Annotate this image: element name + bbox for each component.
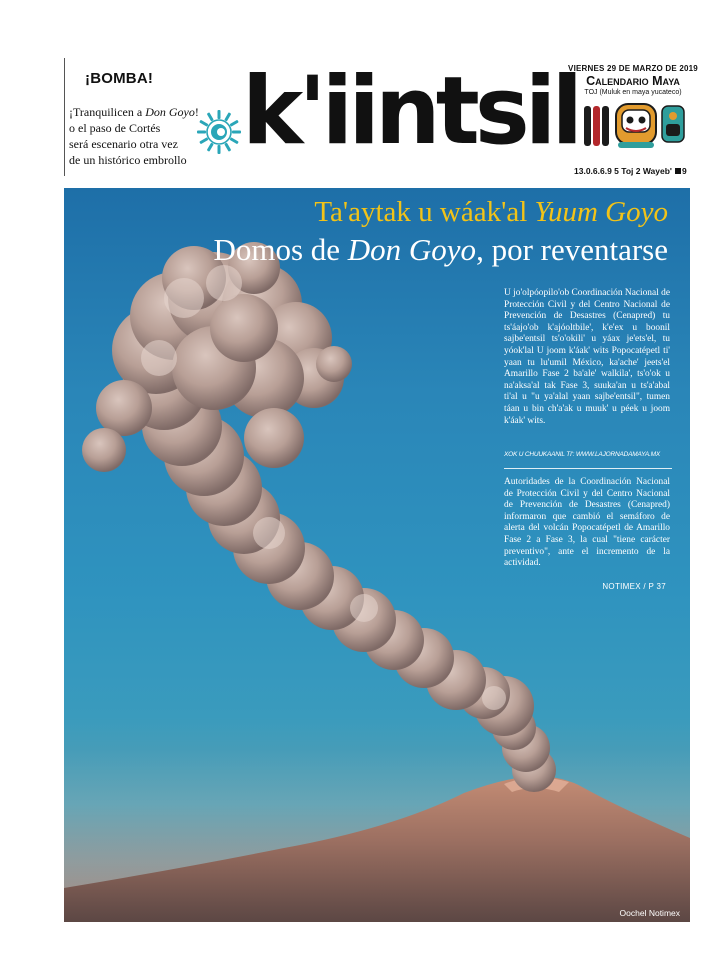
cover-photo [64,188,690,922]
story-spanish-credit[interactable]: NOTIMEX / P 37 [602,582,666,591]
headline-maya: Ta'aytak u wáak'al Yuum Goyo [314,196,668,228]
story-maya-credit-link[interactable]: XOK U CHUUKAANIL TI': WWW.LAJORNADAMAYA.MX [504,451,660,458]
maya-calendar [568,62,698,180]
headline-spanish: Domos de Don Goyo, por reventarse [213,232,668,267]
sun-icon [195,108,243,156]
story-spanish-text: Autoridades de la Coordinación Nacional de Protección Civil y del Centro Nacional de Prevención de Desastres (Cenapred) informaron que cambió el semáforo de alerta del volcán Popocatépetl de Amarillo Fase 2 a Fase 3, la cual "tiene carácter preventivo", ante el incremento de la actividad. [504,477,670,569]
divider [504,468,672,469]
photo-credit: Oochel Notimex [619,908,680,918]
maya-glyph-icon [582,102,686,150]
bomba-line-4: de un histórico embrollo [69,153,187,167]
calendar-title: Calendario Maya [586,74,680,88]
bomba-line-1: ¡Tranquilicen a Don Goyo! [69,105,199,119]
bar-dot-icon [675,168,681,174]
long-count: 13.0.6.6.9 5 Toj 2 Wayeb' 9 [574,166,687,176]
bomba-line-2: o el paso de Cortés [69,121,161,135]
bomba-line-3: será escenario otra vez [69,137,178,151]
bomba-title: ¡BOMBA! [85,70,154,87]
masthead-logo[interactable]: k'iintsil [242,57,579,166]
bomba-verse [69,104,197,168]
calendar-subtitle: TOJ (Muluk en maya yucateco) [584,89,682,96]
issue-date: VIERNES 29 DE MARZO DE 2019 [568,64,698,73]
bomba-column [64,58,199,176]
story-maya-text: U jo'olpóopilo'ob Coordinación Nacional de Protección Civil y del Centro Nacional de Prevención de Desastres (Cenapred) tu ts'áajo'ob k'ajóoltbile', k'e'ex u boonil sajbe'entsil ts'o'okili' u yáax je'ets'el, tu yóok'lal U joom k'áak' wits Popocatépetl ti' yaan tu lu'umil México, ka'ache' jeets'el Amarillo Fase 2 ba'ale' walkila', ts'o'ok u na'aksa'al tak Fase 3, suuka'an u ts'a'abal ti'al u "u ya'alal yaan sajbe'entsil", tumen táan u bin ch'a'ak u muuk' u péek u joom k'áak' wits. [504,288,670,426]
